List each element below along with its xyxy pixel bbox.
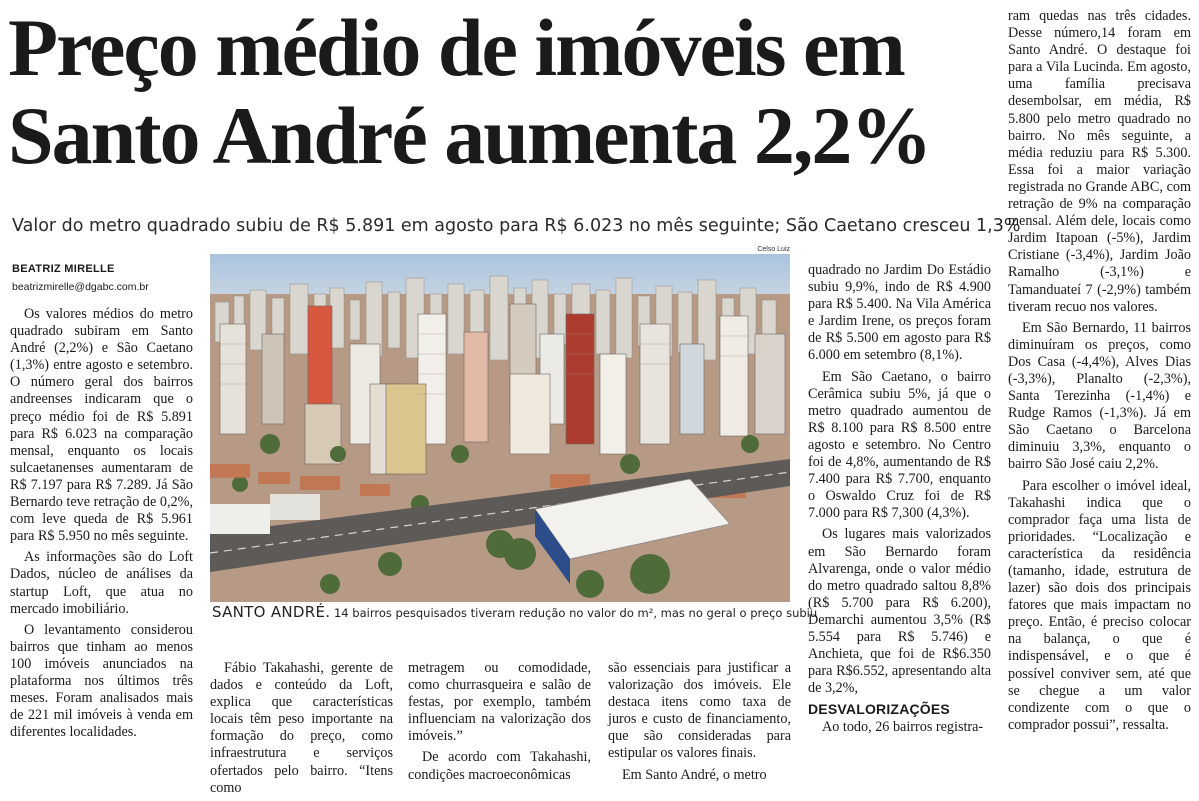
- byline: [12, 262, 202, 294]
- subheadline: Valor do metro quadrado subiu de R$ 5.891 em agosto para R$ 6.023 no mês seguinte; São Caetano cresceu 1,3%: [12, 216, 1021, 236]
- paragraph: De acordo com Takahashi, condições macroeconômicas: [408, 749, 591, 783]
- article-column-5: [808, 262, 991, 741]
- paragraph: Os lugares mais valorizados em São Bernardo foram Alvarenga, onde o valor médio do metro quadrado saltou 8,8% (R$ 5.700 para R$ 6.200), Demarchi aumentou 3,5% (R$ 5.554 para R$ 5.746) e Anchieta, que foi de R$6.350 para R$6.552, apresentando alta de 3,2%,: [808, 526, 991, 697]
- paragraph: As informações são do Loft Dados, núcleo de análises da startup Loft, que atua no mercado imobiliário.: [10, 549, 193, 617]
- paragraph: Em São Bernardo, 11 bairros diminuíram os preços, como Dos Casa (-4,4%), Alves Dias (-3,3%), Planalto (-2,3%), Santa Terezinha (-1,4%) e Rudge Ramos (-1,3%). Já em São Caetano o Barcelona diminuiu 3,3%, enquanto o bairro São José caiu 2,2%.: [1008, 319, 1191, 473]
- caption-place: SANTO ANDRÉ.: [212, 603, 331, 621]
- caption-text: 14 bairros pesquisados tiveram redução no valor do m², mas no geral o preço subiu: [330, 606, 818, 620]
- city-skyline-illustration: [210, 254, 790, 602]
- author-name: BEATRIZ MIRELLE: [12, 263, 115, 275]
- paragraph: metragem ou comodidade, como churrasqueira e salão de festas, por exemplo, também influenciam na valorização dos imóveis.”: [408, 660, 591, 745]
- article-column-1: [10, 306, 193, 745]
- article-column-2: [210, 660, 393, 801]
- author-email: beatrizmirelle@dgabc.com.br: [12, 281, 149, 293]
- paragraph: Em Santo André, o metro: [622, 766, 767, 783]
- paragraph: Fábio Takahashi, gerente de dados e conteúdo da Loft, explica que características locais têm peso importante na formação do preço, como infraestrutura e serviços ofertados pelo bairro. “Itens como: [210, 660, 393, 796]
- section-heading: DESVALORIZAÇÕES: [808, 701, 950, 718]
- paragraph: Ao todo, 26 bairros registra-: [822, 719, 984, 736]
- paragraph: são essenciais para justificar a valorização dos imóveis. Ele destaca itens como taxa de juros e custo de financiamento, que são consideradas para estipular os valores finais.: [608, 660, 791, 762]
- paragraph: Em São Caetano, o bairro Cerâmica subiu 5%, já que o metro quadrado aumentou de R$ 8.100 para R$ 8.500 entre agosto e setembro. No Centro foi de 4,8%, aumentando de R$ 7.400 para R$ 7.700, enquanto o Oswaldo Cruz foi de R$ 7.000 para R$ 7,300 (4,3%).: [808, 368, 991, 522]
- photo-credit: Celso Luiz: [757, 246, 790, 253]
- photo-caption: [212, 603, 818, 621]
- headline: Preço médio de imóveis em Santo André aumenta 2,2%: [8, 2, 931, 181]
- paragraph: ram quedas nas três cidades. Desse número,14 foram em Santo André. O destaque foi para a Vila Lucinda. Em agosto, uma família precisava desembolsar, em média, R$ 5.800 pelo metro quadrado no bairro. No mês seguinte, a média reduziu para R$ 5.300. Essa foi a maior variação registrada no Grande ABC, com retração de 9% na comparação mensal. Além dele, locais como Jardim Itapoan (-5%), Jardim Cristiane (-3,4%), Jardim João Ramalho (-3,1%) e Tamanduateí 7 (-2,9%) também tiveram recuo nos valores.: [1008, 8, 1191, 315]
- paragraph: Para escolher o imóvel ideal, Takahashi indica que o comprador faça uma lista de prioridades. “Localização e característica da residência (tamanho, idade, estrutura de lazer) são dois dos principais fatores que mais impactam no preço. Então, é preciso colocar na balança, o que é indispensável, e o que é possível conviver sem, até que se chegue a um valor condizente com o que o comprador possui”, ressalta.: [1008, 477, 1191, 733]
- city-aerial-photo: [210, 254, 790, 602]
- paragraph: O levantamento considerou bairros que tinham ao menos 100 imóveis anunciados na plataforma nos últimos três meses. Foram analisados mais de 221 mil imóveis à venda em diferentes localidades.: [10, 621, 193, 741]
- paragraph: Os valores médios do metro quadrado subiram em Santo André (2,2%) e São Caetano (1,3%) entre agosto e setembro. O número geral dos bairros andreenses indicaram que o preço médio foi de R$ 5.891 para R$ 6.023 na comparação mensal, enquanto os locais sulcaetanenses aumentaram de R$ 7.197 para R$ 7.289. Já São Bernardo teve retração de 0,2%, com leve queda de R$ 5.961 para R$ 5.950 no mês seguinte.: [10, 306, 193, 545]
- article-column-3: [408, 660, 591, 788]
- article-column-4: [608, 660, 791, 788]
- article-column-6: [1008, 8, 1191, 738]
- paragraph: quadrado no Jardim Do Estádio subiu 9,9%, indo de R$ 4.900 para R$ 5.400. Na Vila América e Jardim Irene, os preços foram de R$ 5.500 em agosto para R$ 6.000 em setembro (8,1%).: [808, 262, 991, 364]
